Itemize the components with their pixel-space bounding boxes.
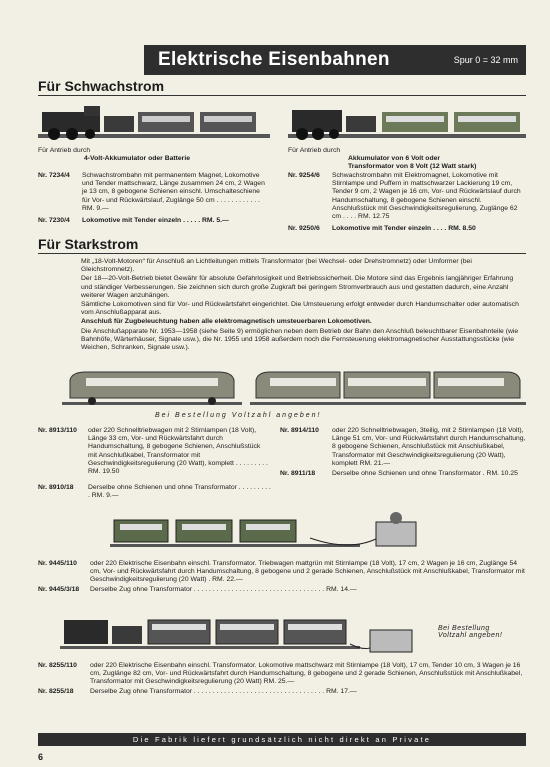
footer-banner: Die Fabrik liefert grundsätzlich nicht direkt an Private [38, 733, 526, 746]
item-description: Lokomotive mit Tender einzeln . . . . . RM. 5.— [82, 217, 229, 224]
item-description: Derselbe Zug ohne Transformator . . . . . . . . . . . . . . . . . . . . . . . . . . . . . . . . . . . RM. 14.— [90, 586, 357, 593]
order-note-line-1: Bei Bestellung [438, 625, 490, 632]
railcar-illustration-right [250, 368, 526, 410]
page-title: Elektrische Eisenbahnen [158, 49, 390, 70]
item-description: oder 220 Schnelltriebwagen mit 2 Stirnlampen (18 Volt), Länge 33 cm, Vor- und Rückwärtsfahrt durch Handumschaltung, 8 gebogene Schienen, Anschlußstück mit Anschlußkabel, Transformator mit Geschwindigkeitsregulierung (20 Watt), komplett . . . . . . . . . RM. 19.50 [88, 427, 268, 476]
item-number: Nr. 7234/4 [38, 172, 70, 179]
drive-source-left: 4-Volt-Akkumulator oder Batterie [84, 155, 190, 163]
drive-source-right-2: Transformator von 8 Volt (12 Watt stark) [348, 163, 477, 171]
train-set-illustration-9445 [110, 508, 440, 552]
section-heading-starkstrom: Für Starkstrom [38, 236, 139, 252]
intro-paragraph-5: Die Anschlußapparate Nr. 1953—1958 (siehe Seite 9) ermöglichen neben dem Betrieb der Bahn den Anschluß beleuchtbarer Eisenbahnteile (wie Bahnhöfe, Wärterhäuser, Signale usw.), die Nr. 1955 und 1958 außerdem noch die Fernsteuerung elektromagnetischer Ausstattungsstücke (wie Weichen, Schranken, Signale usw.). [81, 327, 519, 352]
train-set-illustration-8255 [60, 604, 430, 656]
item-description: Derselbe ohne Schienen und ohne Transformator . RM. 10.25 [332, 470, 518, 477]
railcar-illustration-left [62, 368, 242, 410]
item-number: Nr. 9445/3/18 [38, 586, 80, 593]
divider [38, 95, 526, 96]
item-description: oder 220 Elektrische Eisenbahn einschl. Transformator. Triebwagen mattgrün mit Stirnlampe (18 Volt), 17 cm, 2 Wagen je 16 cm, Zuglänge 54 cm, Vor- und Rückwärtsfahrt durch Handumschaltung, 8 gebogene und 2 gerade Schienen, Anschlußstück mit Anschlußkabel, Transformator mit Geschwindigkeitsregulierung (20 Watt) . RM. 22.— [90, 560, 525, 584]
title-banner [144, 45, 526, 75]
item-description: Derselbe ohne Schienen und ohne Transformator . . . . . . . . . . RM. 9.— [88, 484, 271, 500]
item-description: Lokomotive mit Tender einzeln . . . . RM. 8.50 [332, 225, 476, 232]
train-illustration-left [38, 102, 270, 144]
item-number: Nr. 8255/110 [38, 662, 77, 669]
item-description: Schwachstrombahn mit permanentem Magnet, Lokomotive und Tender mattschwarz, Länge zusammen 24 cm, 2 Wagen je 13 cm, 8 gebogene Schienen einschl. Umschalteschiene für Vor- und Rückwärtslauf, Zuglänge 50 cm . . . . . . . . . . . . RM. 9.— [82, 172, 265, 212]
page-number: 6 [38, 752, 44, 762]
drive-prefix-right: Für Antrieb durch [288, 147, 341, 154]
item-description: Derselbe Zug ohne Transformator . . . . . . . . . . . . . . . . . . . . . . . . . . . . . . . . . . . RM. 17.— [90, 688, 357, 695]
intro-paragraph-1: Mit „18-Volt-Motoren“ für Anschluß an Lichtleitungen mittels Transformator (bei Wechsel- oder Drehstromnetz) oder Umformer (bei Gleichstromnetz). [81, 258, 472, 274]
item-number: Nr. 8914/110 [280, 427, 319, 434]
intro-paragraph-3: Sämtliche Lokomotiven sind für Vor- und Rückwärtsfahrt eingerichtet. Die Umsteuerung erfolgt entweder durch Handumschalter oder automatisch vom Anschlußapparat aus. [81, 301, 519, 317]
item-number: Nr. 8910/18 [38, 484, 74, 491]
gauge-label: Spur 0 = 32 mm [453, 55, 518, 65]
section-heading-schwachstrom: Für Schwachstrom [38, 78, 165, 94]
item-number: Nr. 9445/110 [38, 560, 77, 567]
item-number: Nr. 7230/4 [38, 217, 70, 224]
drive-source-right-1: Akkumulator von 6 Volt oder [348, 155, 441, 163]
train-illustration-right [288, 102, 526, 144]
item-description: Schwachstrombahn mit Elektromagnet, Lokomotive mit Stirnlampe und Puffern in mattschwarzer Lackierung 19 cm, Tender 9 cm, 2 Wagen je 16 cm, Vor- und Rückwärtslauf durch Handumschaltung, 8 gebogene Schienen einschl. Anschlußstück mit Geschwindigkeitsregulierung, Zuglänge 62 cm . . . . RM. 12.75 [332, 172, 521, 221]
drive-prefix-left: Für Antrieb durch [38, 147, 91, 154]
item-number: Nr. 8911/18 [280, 470, 316, 477]
item-description: oder 220 Schnelltriebwagen, 3teilig, mit 2 Stirnlampen (18 Volt), Länge 51 cm, Vor- und Rückwärtsfahrt durch Handumschaltung, 8 gebogene Schienen, Anschlußstück mit Anschlußkabel, Transformator mit Geschwindigkeitsregulierung (20 Watt), komplett RM. 21.— [332, 427, 526, 467]
intro-paragraph-4: Anschluß für Zugbeleuchtung haben alle elektromagnetisch umsteuerbaren Lokomotiven. [81, 318, 372, 326]
intro-text [81, 258, 526, 352]
item-number: Nr. 8255/18 [38, 688, 74, 695]
order-note-line-2: Voltzahl angeben! [438, 632, 503, 639]
item-number: Nr. 8913/110 [38, 427, 77, 434]
order-note-voltage: Bei Bestellung Voltzahl angeben! [155, 412, 322, 419]
order-note-voltage-2 [438, 625, 502, 639]
intro-paragraph-2: Der 18—20-Volt-Betrieb bietet Gewähr für absolute Gefahrlosigkeit und Betriebssicherheit. Die Motore sind das Ergebnis langjähriger Erfahrung und ständiger Verbesserungen. Sie zeichnen sich durch große Zugkraft bei geringem Stromverbrauch aus und gestatten dadurch, eine Anzahl weiterer Wagen anzuhängen. [81, 275, 514, 299]
item-number: Nr. 9250/6 [288, 225, 320, 232]
divider [38, 253, 526, 254]
item-number: Nr. 9254/6 [288, 172, 320, 179]
item-description: oder 220 Elektrische Eisenbahn einschl. Transformator. Lokomotive mattschwarz mit Stirnlampe (18 Volt), 17 cm, Tender 10 cm, 3 Wagen je 16 cm, Zuglänge 82 cm, Vor- und Rückwärtsfahrt durch Handumschaltung, 8 gebogene und 2 gerade Schienen, Anschlußstück mit Anschlußkabel, Transformator mit Geschwindigkeitsregulierung (20 Watt) RM. 25.— [90, 662, 523, 686]
